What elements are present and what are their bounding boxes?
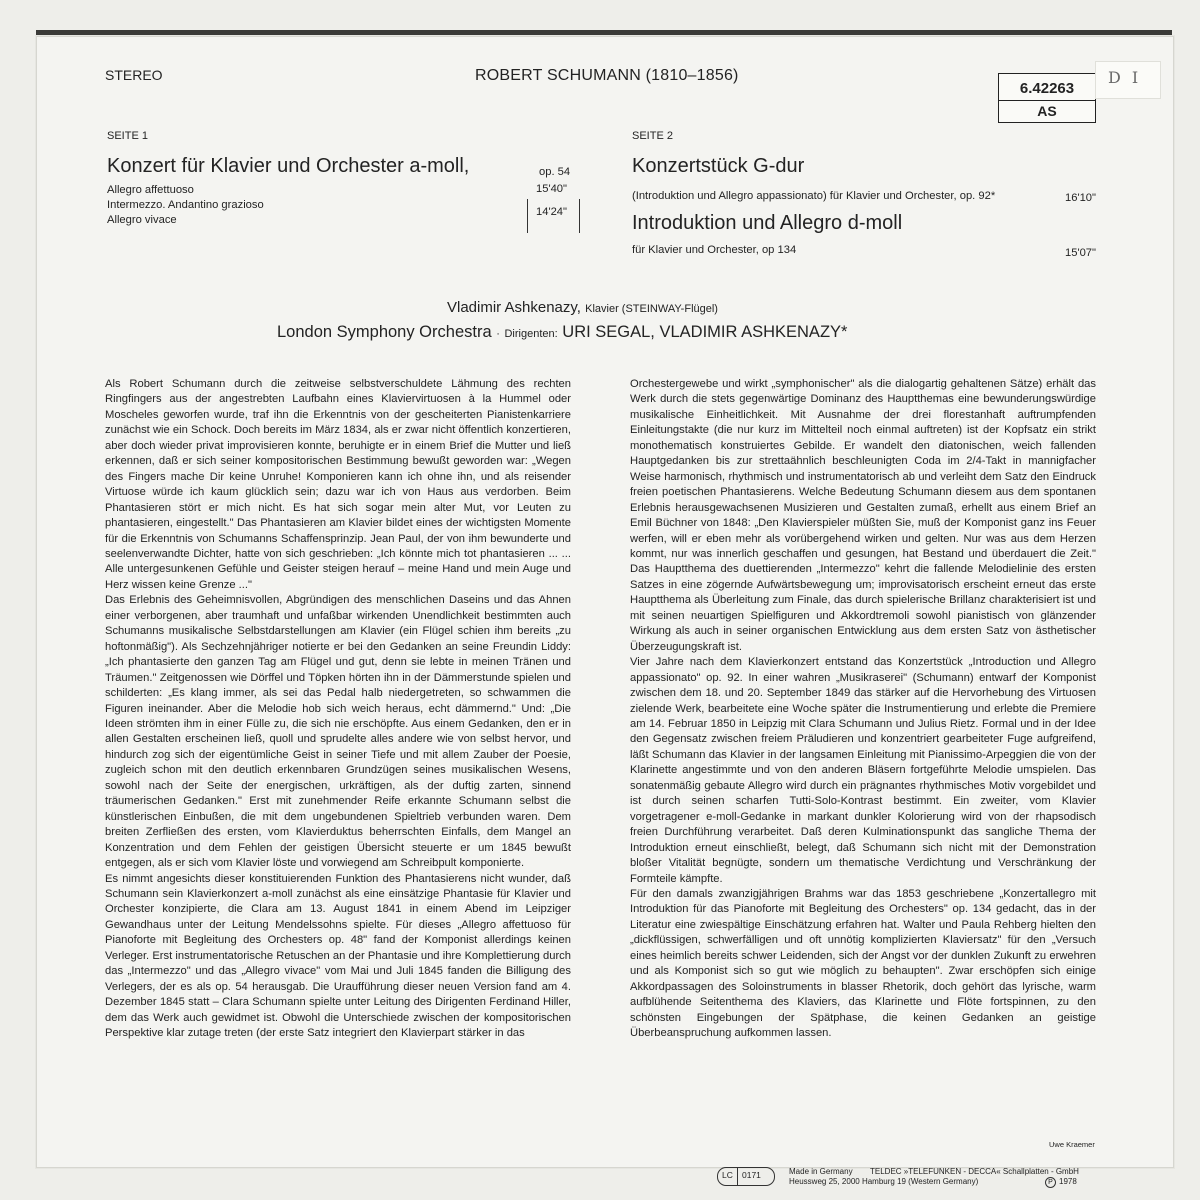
liner-notes-right-column bbox=[630, 377, 1096, 1041]
label-code-prefix: LC bbox=[722, 1170, 733, 1180]
side2-work1-duration: 16'10" bbox=[1065, 192, 1096, 204]
label-code-badge bbox=[717, 1167, 775, 1186]
notes-paragraph: Orchestergewebe und wirkt „symphonischer" als die dialogartig gehaltenen Sätze) erhält das Werk durch die stets gegenwärtige Dominanz des Hauptthemas eine bewunderungswürdige musikalische Einheitlichkeit. Mit Ausnahme der drei florestanhaft auftrumpfenden Einleitungstakte (die nur kurz im Mittelteil noch einmal auftreten) ist der Kopfsatz ein strikt monothematisch konstruiertes Gebilde. Er wandelt den diatonischen, weich fallenden Hauptgedanken bis zur strettaähnlich beschleunigten Coda im 2/4-Takt in mannigfacher Weise harmonisch, rhythmisch und instrumentatorisch ab und verleiht dem Satz den Eindruck freien poetischen Phantasierens. Welche Bedeutung Schumann diesem aus dem spontanen Erlebnis herausgewachsenen Musizieren und Gestalten zumaß, erhellt aus einem Brief an Emil Büchner von 1848: „Den Klavierspieler müßten Sie, muß der Komponist ganz ins Feuer werfen, will er eben mehr als vorübergehend wirken und gelten. Nur was aus dem Herzen kommt, nur was innerlich geschaffen und gesungen, hat Bestand und überdauert die Zeit." Das Hauptthema des duettierenden „Intermezzo" kehrt die fallende Melodielinie des ersten Satzes in eine zögernde Aufwärtsbewegung um; improvisatorisch erscheint erneut das erste Hauptthema als Überleitung zum Finale, das durch spielerische Brillanz charakterisiert ist und mit seinen neuartigen Spielfiguren und Akkordtremoli sowohl pianistisch von glänzender Wirkung als auch in seiner organischen Entwicklung aus dem ersten Satz von ästhetischer Überzeugungskraft ist. bbox=[630, 378, 1096, 653]
side2-work1-title: Konzertstück G-dur bbox=[632, 155, 805, 177]
notes-paragraph: Für den damals zwanzigjährigen Brahms war das 1853 geschriebene „Konzertallegro mit Introduktion für das Pianoforte mit Begleitung des Orchesters" op. 134 gedacht, das in der Literatur eine zwiespältige Einschätzung erfahren hat. Walter und Paula Rehberg hielten den „dickflüssigen, schwerfälligen und oft unnötig komplizierten Klaviersatz" für den „Versuch eines heimlich bereits schwer Leidenden, sich der Angst vor der dunklen Zukunft zu erwehren und als Komponist sich so gut wie möglich zu behaupten". Zwar erschöpfen sich einige Akkordpassagen des Soloinstruments in blasser Rhetorik, doch gehört das lyrische, warm aufblühende Seitenthema des Klaviers, das Klarinette und Flöte fortspinnen, zu den schönsten Eingebungen der Spätphase, die keinen Gedanken an geistige Überbeanspruchung aufkommen lassen. bbox=[630, 887, 1096, 1040]
notes-author: Uwe Kraemer bbox=[1049, 1140, 1095, 1149]
side1-movement-1: Allegro affettuoso bbox=[107, 184, 194, 196]
side2-work2-title: Introduktion und Allegro d-moll bbox=[632, 212, 903, 234]
label-code-divider bbox=[737, 1167, 738, 1186]
soloist-instrument: Klavier (STEINWAY-Flügel) bbox=[585, 303, 718, 315]
notes-paragraph: Das Erlebnis des Geheimnisvollen, Abgründigen des menschlichen Daseins und das Ahnen einer verborgenen, aber traumhaft und unfaßbar wirkenden Unendlichkeit bestimmten auch Schumanns musikalische Selbstdarstellungen am Klavier (ein Flügel schien ihm bereits „zu hoftonmäßig"). Als Sechzehnjähriger notierte er bei den Gedanken an seine Freundin Liddy: „Ich phantasierte den ganzen Tag am Flügel und gut, denn sie lebte in meinen Tränen und Träumen." Zeitgenossen wie Dörffel und Töpken hörten ihn in der Dämmerstunde spielen und schilderten: „Es klang immer, als sei das Pedal halb niedergetreten, so schwammen die Figuren ineinander. Aber die Melodie hob sich weich heraus, echt dämmernd." Und: „Die Ideen strömten ihm in einer Fülle zu, die sich nie erschöpfte. Aus einem Gedanken, den er in allen Gestalten erscheinen ließ, quoll und sprudelte alles andere wie von selbst hervor, und hindurch zog sich der eigentümliche Geist in seiner Tiefe und mit allem Zauber der Poesie, zugleich schon mit den deutlich erkennbaren Grundzügen seines musikalischen Wesens, sowohl nach der Seite der energischen, urkräftigen, als der duftig zarten, sinnend träumerischen Gedanken." Erst mit zunehmender Reife erkannte Schumann selbst die künstlerischen Einbußen, die mit dem ungebundenen Spieltrieb verbunden waren. Dem breiten Zerfließen des ersten, vom Klavierduktus beherrschten Einfalls, dem Mangel an Konzentration und dem Fehlen der geistigen Übersicht steuerte er um 1845 bewußt entgegen, als er sich vom Klavier löste und vorwiegend am Schreibpult komponierte. bbox=[105, 594, 571, 870]
soloist-line bbox=[447, 299, 718, 316]
notes-paragraph: Es nimmt angesichts dieser konstituierenden Funktion des Phantasierens nicht wunder, daß Schumann sein Klavierkonzert a-moll zunächst als eine einsätzige Phantasie für Klavier und Orchester konzipierte, die Clara am 13. August 1841 in einem Abend im Leipziger Gewandhaus unter der Leitung Mendelssohns spielte. Für dieses „Allegro affettuoso für Pianoforte mit Begleitung des Orchesters op. 48" fand der Komponist allerdings keinen Verleger. Erst instrumentatorische Retuschen an der Phantasie und ihre Komplettierung durch das „Intermezzo" und das „Allegro vivace" vom Mai und Juli 1845 fanden die Billigung des Verlegers, der es als op. 54 herausgab. Die Uraufführung dieser neuen Version fand am 4. Dezember 1845 statt – Clara Schumann spielte unter Leitung des Dirigenten Ferdinand Hiller, dem das Werk auch gewidmet ist. Obwohl die Unterschiede zwischen der kompositorischen Perspektive klar zutage treten (der erste Satz integriert den Klavierpart stärker in das bbox=[105, 872, 571, 1040]
made-in-germany: Made in Germany bbox=[789, 1167, 853, 1176]
side1-bracket-right bbox=[579, 199, 580, 233]
record-sleeve-back bbox=[36, 36, 1174, 1186]
liner-notes-left-column bbox=[105, 377, 571, 1041]
catalog-divider bbox=[999, 100, 1095, 101]
orchestra-name: London Symphony Orchestra bbox=[277, 323, 492, 341]
separator-dot: · bbox=[496, 328, 500, 340]
side1-title: Konzert für Klavier und Orchester a-moll, bbox=[107, 155, 470, 177]
sticker-text: D I bbox=[1108, 68, 1142, 87]
side2-work2-subtitle: für Klavier und Orchester, op 134 bbox=[632, 244, 797, 256]
side2-label: SEITE 2 bbox=[632, 130, 673, 142]
label-address: Heussweg 25, 2000 Hamburg 19 (Western Germany) bbox=[789, 1177, 979, 1186]
conductors-names: URI SEGAL, VLADIMIR ASHKENAZY* bbox=[562, 323, 848, 341]
catalog-suffix: AS bbox=[1037, 103, 1057, 119]
composer-heading: ROBERT SCHUMANN (1810–1856) bbox=[475, 67, 739, 84]
copyright-year: 1978 bbox=[1059, 1177, 1077, 1186]
notes-paragraph: Vier Jahre nach dem Klavierkonzert entstand das Konzertstück „Introduction und Allegro appassionato" op. 92. In einer wahren „Musikraserei" (Schumann) entwarf der Komponist zwischen dem 18. und 20. September 1849 das stärker auf die Hervorhebung des Virtuosen zielende Werk, bearbeitete eine Woche später die Instrumentierung und erlebte die Premiere am 14. Februar 1850 in Leipzig mit Clara Schumann und Julius Rietz. Formal und in der Idee den Gegensatz zwischen freiem Präludieren und konzentriert gearbeiteter Fuge aufgreifend, läßt Schumann das Klavier in der langsamen Einleitung mit Pianissimo-Arpeggien die von der Klarinette angestimmte und von den anderen Bläsern fortgeführte Melodie umspielen. Das sonatenmäßig gebaute Allegro wird durch ein prägnantes rhythmisches Motiv vorgebildet und ist durch seinen scharfen Tutti-Solo-Kontrast bestimmt. Ein zweiter, vom Klavier vorgetragener e-moll-Gedanke in markant dunkler Kolorierung wird von der rhapsodisch freien Durchführung verarbeitet. Daß deren Kulminationspunkt das sangliche Thema der Introduktion erneut einschließt, belegt, daß Schumann sich nicht mit der Demonstration bloßer Vitalität begnügte, sondern um thematische Verdichtung und Verschränkung der Formteile kämpfte. bbox=[630, 656, 1096, 885]
conductors-label: Dirigenten: bbox=[504, 328, 558, 340]
label-code-number: 0171 bbox=[742, 1170, 761, 1180]
side1-opus: op. 54 bbox=[539, 166, 571, 178]
soloist-name: Vladimir Ashkenazy, bbox=[447, 299, 581, 316]
stereo-label: STEREO bbox=[105, 67, 163, 83]
record-label-name: TELDEC »TELEFUNKEN - DECCA« Schallplatten - GmbH bbox=[870, 1167, 1079, 1176]
side1-duration-2: 14'24" bbox=[536, 206, 567, 218]
catalog-number: 6.42263 bbox=[1019, 80, 1075, 97]
orchestra-line bbox=[277, 323, 847, 342]
price-sticker bbox=[1095, 61, 1161, 99]
side2-work1-subtitle: (Introduktion und Allegro appassionato) für Klavier und Orchester, op. 92* bbox=[632, 190, 996, 202]
notes-paragraph: Als Robert Schumann durch die zeitweise selbstverschuldete Lähmung des rechten Ringfingers aus der angestrebten Laufbahn eines Klaviervirtuosen à la Hummel oder Moscheles geworfen wurde, traf ihn die Erkenntnis von der gescheiterten Pianistenkarriere zunächst wie ein Schock. Doch bereits im März 1834, als er zwar nicht öffentlich konzertieren, aber doch wieder privat improvisieren konnte, beruhigte er in einem Brief die Mutter und ließ erkennen, daß er sich seiner kompositorischen Bestimmung bewußt geworden war: „Wegen des Fingers mache Dir keine Unruhe! Komponieren kann ich ohne ihn, und als reisender Virtuose würde ich kaum glücklich sein; dazu war ich von Haus aus verdorben. Beim Phantasieren stört er mich nicht. Es hat sich sogar mein alter Mut, vor Leuten zu phantasieren, eingestellt." Das Phantasieren am Klavier bildet eines der wichtigsten Momente für die Erkenntnis von Schumanns Schaffensprinzip. Jean Paul, der von ihm bewunderte und seelenverwandte Dichter, hatte von sich geschrieben: „Ich könnte mich tot phantasieren ... ... Alle untergesunkenen Gefühle und Geister steigen herauf – meine Hand und mein Auge und Herz wissen keine Grenze ..." bbox=[105, 378, 571, 591]
side2-work2-duration: 15'07" bbox=[1065, 247, 1096, 259]
side1-bracket-left bbox=[527, 199, 528, 233]
phonogram-icon: P bbox=[1045, 1177, 1056, 1188]
catalog-number-box bbox=[998, 73, 1096, 123]
side1-duration-1: 15'40" bbox=[536, 183, 567, 195]
side1-movement-3: Allegro vivace bbox=[107, 214, 177, 226]
side1-label: SEITE 1 bbox=[107, 130, 148, 142]
side1-movement-2: Intermezzo. Andantino grazioso bbox=[107, 199, 264, 211]
